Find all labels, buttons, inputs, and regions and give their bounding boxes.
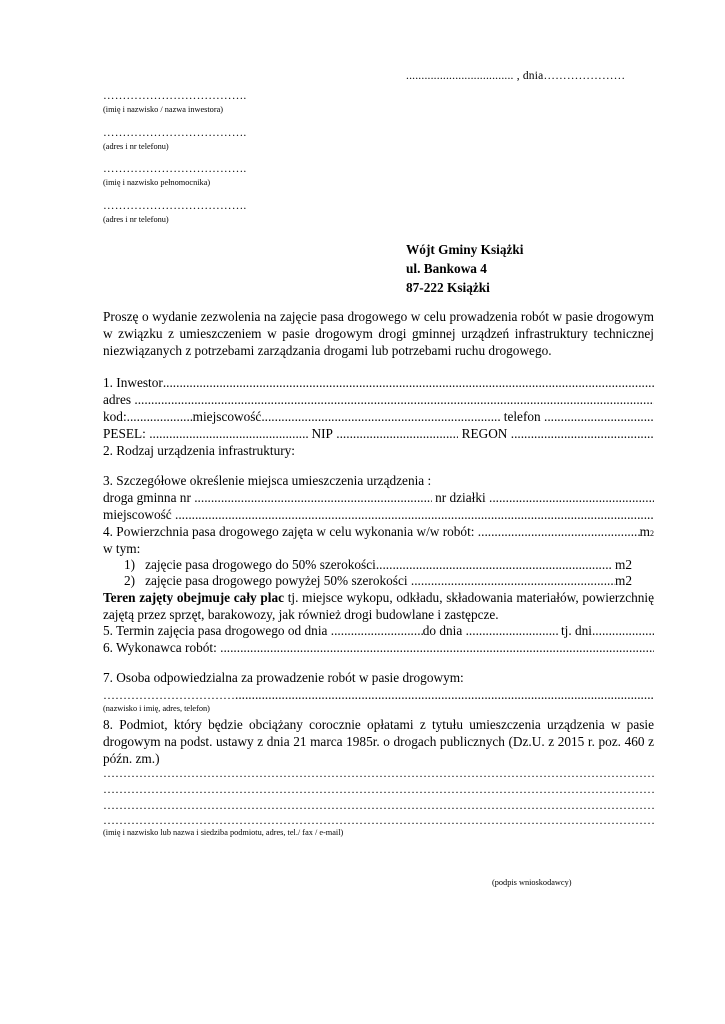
- section3-town-label: miejscowość: [103, 507, 172, 522]
- parcel-field[interactable]: [489, 490, 654, 506]
- investor-label: 1. Inwestor: [103, 375, 163, 390]
- item2-field[interactable]: [411, 573, 615, 589]
- pesel-field[interactable]: [149, 426, 308, 442]
- section4-area-row: [103, 524, 654, 540]
- section7-caption: (nazwisko i imię, adres, telefon): [103, 704, 210, 713]
- investor-address-field[interactable]: ……………………………….: [103, 127, 247, 139]
- regon-field[interactable]: [511, 426, 654, 442]
- proxy-name-field[interactable]: ……………………………….: [103, 163, 247, 175]
- signature-caption: (podpis wnioskodawcy): [492, 878, 572, 887]
- code-field[interactable]: [127, 409, 193, 425]
- investor-name-caption: (imię i nazwisko / nazwa inwestora): [103, 105, 224, 114]
- place-date-field[interactable]: ................................... , dnia…………………: [406, 70, 626, 82]
- item2-number: 2): [124, 573, 136, 588]
- section4-item2-row: [124, 573, 632, 589]
- town-field[interactable]: [261, 409, 500, 425]
- section3-town-field[interactable]: [175, 507, 654, 523]
- area-label: 4. Powierzchnia pasa drogowego zajęta w celu wykonania w/w robót:: [103, 524, 475, 539]
- section8-field-1[interactable]: [103, 766, 654, 781]
- section8-field-2[interactable]: [103, 782, 654, 797]
- road-field[interactable]: [194, 490, 432, 506]
- section3-road-row: [103, 490, 654, 506]
- address-field[interactable]: [134, 392, 654, 408]
- section1-investor-row: [103, 375, 654, 391]
- section8-field-3[interactable]: [103, 798, 654, 813]
- section7-title: 7. Osoba odpowiedzialna za prowadzenie robót w pasie drogowym:: [103, 670, 464, 685]
- pesel-label: PESEL:: [103, 426, 146, 441]
- section7-lead-dots: ……………………………: [103, 688, 235, 702]
- contractor-field[interactable]: [220, 640, 654, 656]
- addressee-line-3: 87-222 Książki: [406, 280, 490, 295]
- road-label: droga gminna nr: [103, 490, 191, 505]
- contractor-label: 6. Wykonawca robót:: [103, 640, 217, 655]
- item2-unit: m2: [615, 573, 632, 588]
- section4-note-text: tj. miejsce wykopu, odkładu, składowania materiałów, powierzchnię zajętą przez sprzęt, barakowozy, jak również drogi budowlane i zastępcze.: [103, 590, 655, 622]
- section8-caption: (imię i nazwisko lub nazwa i siedziba podmiotu, adres, tel./ fax / e-mail): [103, 828, 344, 837]
- including-label: w tym:: [103, 541, 141, 556]
- section3-title: 3. Szczegółowe określenie miejsca umieszczenia urządzenia :: [103, 473, 432, 488]
- intro-paragraph: Proszę o wydanie zezwolenia na zajęcie pasa drogowego w celu prowadzenia robót w pasie drogowym w związku z umieszczeniem w pasie drogowym drogi gminnej urządzeń infrastruktury technicznej niezwiązanych z potrzebami zarządzania drogami lub potrzebami ruchu drogowego.: [103, 309, 654, 358]
- town-label: miejscowość: [192, 409, 262, 424]
- section3-town-row: [103, 507, 654, 523]
- section1-address-row: [103, 392, 654, 408]
- investor-name-field[interactable]: ……………………………….: [103, 90, 247, 102]
- section7-field-row: [103, 687, 654, 703]
- proxy-address-caption: (adres i nr telefonu): [103, 215, 169, 224]
- section4-note: [103, 589, 654, 623]
- term-to-label: do dnia: [422, 623, 463, 638]
- item1-number: 1): [124, 557, 136, 572]
- section1-code-row: [103, 409, 654, 425]
- area-field[interactable]: [478, 524, 640, 540]
- term-label: 5. Termin zajęcia pasa drogowego od dnia: [103, 623, 328, 638]
- item1-unit: m2: [615, 557, 632, 572]
- section8-text: 8. Podmiot, który będzie obciążany corocznie opłatami z tytułu umieszczenia urządzenia w pasie drogowym na podst. ustawy z dnia 21 marca 1985r. o drogach publicznych (Dz.U. z 2015 r. poz. 460 z późn. zm.): [103, 717, 654, 766]
- code-label: kod:: [103, 409, 127, 424]
- address-label: adres: [103, 392, 132, 407]
- nip-field[interactable]: [336, 426, 458, 442]
- area-unit: m: [639, 524, 650, 539]
- phone-label: telefon: [503, 409, 541, 424]
- item1-field[interactable]: [376, 557, 612, 573]
- term-days-field[interactable]: [592, 623, 654, 639]
- responsible-person-field[interactable]: [235, 687, 654, 703]
- section1-ids-row: [103, 426, 654, 442]
- term-days-label: tj. dni: [560, 623, 592, 638]
- section5-row: [103, 623, 654, 639]
- proxy-address-field[interactable]: ……………………………….: [103, 200, 247, 212]
- area-unit-sup: 2: [650, 529, 654, 538]
- section4-item1-row: [124, 557, 632, 573]
- parcel-label: nr działki: [435, 490, 486, 505]
- proxy-name-caption: (imię i nazwisko pełnomocnika): [103, 178, 211, 187]
- addressee-line-1: Wójt Gminy Książki: [406, 242, 524, 257]
- term-to-field[interactable]: [466, 623, 558, 639]
- section4-note-bold: Teren zajęty obejmuje cały plac: [103, 590, 285, 605]
- nip-label: NIP: [311, 426, 333, 441]
- addressee-line-2: ul. Bankowa 4: [406, 261, 487, 276]
- item2-label: zajęcie pasa drogowego powyżej 50% szerokości: [145, 573, 408, 588]
- section6-row: [103, 640, 654, 656]
- section8-field-4[interactable]: [103, 813, 654, 828]
- investor-address-caption: (adres i nr telefonu): [103, 142, 169, 151]
- investor-field[interactable]: [163, 375, 654, 391]
- regon-label: REGON: [461, 426, 508, 441]
- section2-label: 2. Rodzaj urządzenia infrastruktury:: [103, 443, 295, 458]
- item1-label: zajęcie pasa drogowego do 50% szerokości: [145, 557, 376, 572]
- phone-field[interactable]: [544, 409, 654, 425]
- term-from-field[interactable]: [331, 623, 423, 639]
